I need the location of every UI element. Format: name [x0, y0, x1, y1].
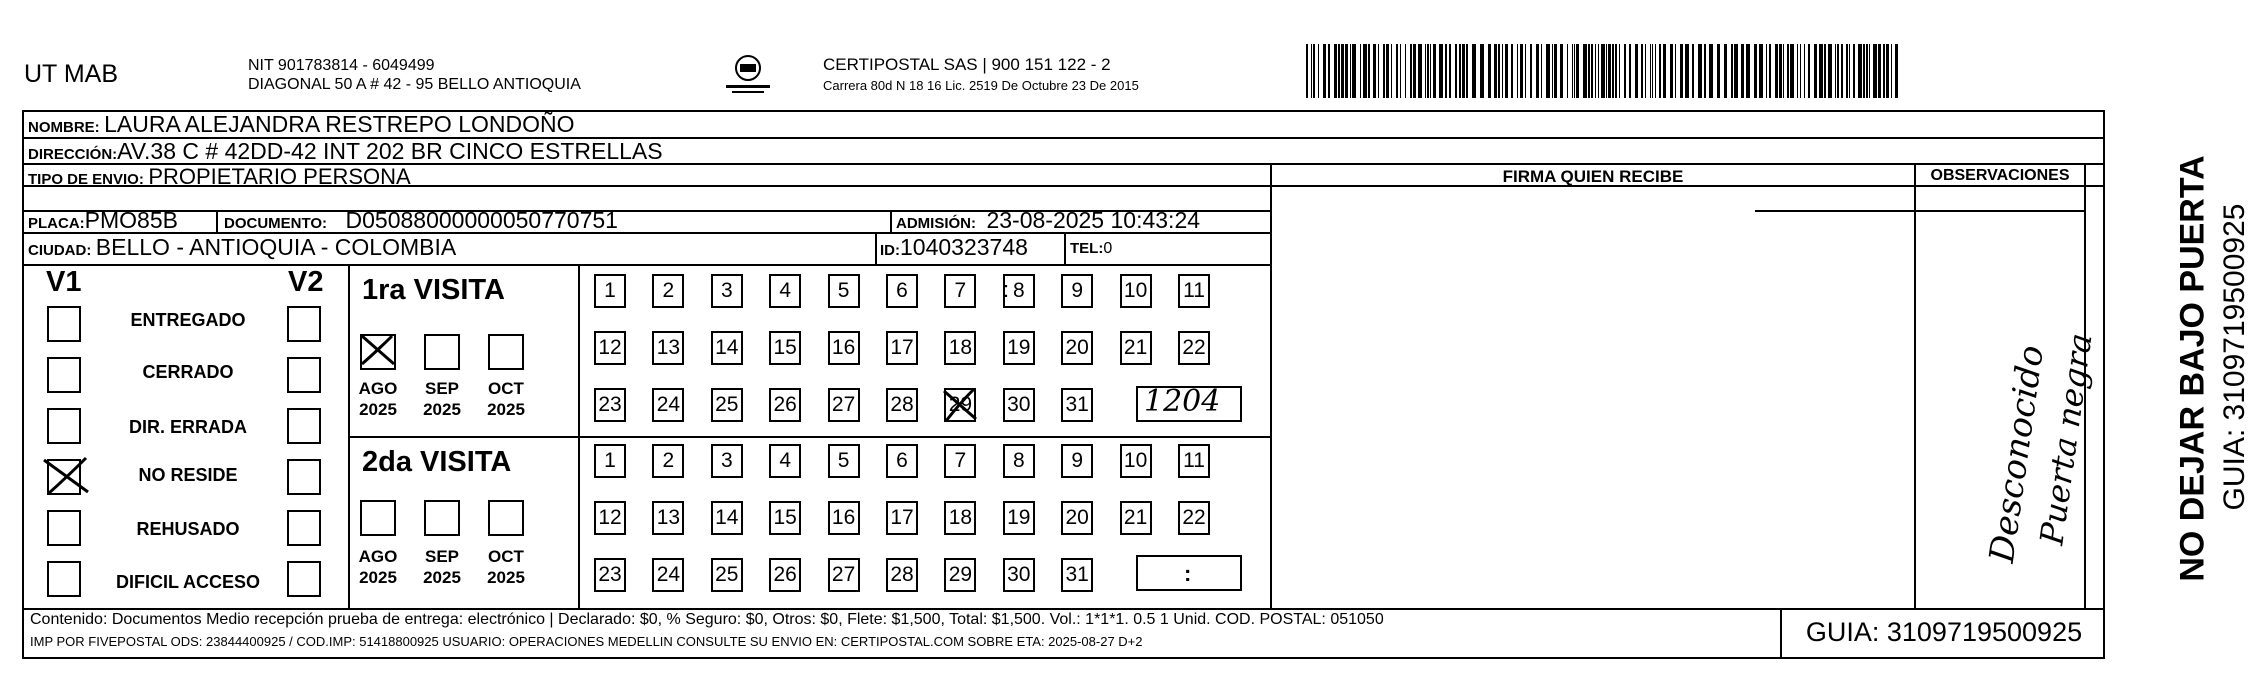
company-license: Carrera 80d N 18 16 Lic. 2519 De Octubre 23 De 2015	[823, 78, 1139, 93]
barcode-bar	[1574, 44, 1575, 98]
v2-checkbox-no-reside[interactable]	[287, 459, 321, 495]
barcode-bar	[1841, 44, 1843, 98]
v1-header: V1	[46, 266, 82, 298]
handwritten-x-ago	[356, 330, 400, 370]
barcode-bar	[1717, 44, 1720, 98]
barcode-bar	[1629, 44, 1631, 98]
barcode-bar	[1680, 44, 1683, 98]
address-row	[28, 138, 663, 165]
barcode-bar	[1754, 44, 1757, 98]
plate-row	[28, 207, 178, 234]
second-visit-day-27[interactable]: 27	[828, 558, 860, 592]
second-visit-day-14[interactable]: 14	[711, 501, 743, 535]
second-visit-month-sep-checkbox[interactable]	[424, 500, 460, 536]
second-visit-day-22[interactable]: 22	[1178, 501, 1210, 535]
barcode-bar	[1334, 44, 1337, 98]
handwritten-x-no-reside	[38, 452, 94, 498]
barcode-bar	[1520, 44, 1523, 98]
first-visit-day-20[interactable]: 20	[1061, 331, 1093, 365]
barcode-bar	[1536, 44, 1539, 98]
barcode-bar	[1866, 44, 1868, 98]
barcode-bar	[1608, 44, 1611, 98]
barcode-bar	[1624, 44, 1626, 98]
city-label: CIUDAD:	[28, 242, 92, 259]
barcode-bar	[1814, 44, 1817, 98]
barcode-bar	[1425, 44, 1426, 98]
barcode-bar	[1685, 44, 1689, 98]
barcode-bar	[1645, 44, 1646, 98]
option-label-cerrado: CERRADO	[142, 362, 234, 382]
second-visit-month-oct-checkbox[interactable]	[488, 500, 524, 536]
first-visit-month-oct-checkbox[interactable]	[488, 334, 524, 370]
barcode-bar	[1734, 44, 1738, 98]
footer-guia: GUIA: 3109719500925	[1805, 617, 2083, 647]
barcode-bar	[1869, 44, 1870, 98]
side-guia: GUIA: 3109719500925	[2218, 203, 2251, 511]
barcode-bar	[1455, 44, 1457, 98]
barcode-bar	[1400, 44, 1401, 98]
first-visit-day-2[interactable]: 2	[652, 274, 684, 308]
second-visit-day-5[interactable]: 5	[828, 444, 860, 478]
second-visit-day-9[interactable]: 9	[1061, 444, 1093, 478]
second-visit-day-20[interactable]: 20	[1061, 501, 1093, 535]
barcode-bar	[1641, 44, 1643, 98]
first-visit-day-17[interactable]: 17	[886, 331, 918, 365]
barcode-bar	[1311, 44, 1312, 98]
first-visit-day-11[interactable]: 11	[1178, 274, 1210, 308]
second-visit-day-6[interactable]: 6	[886, 444, 918, 478]
barcode-bar	[1659, 44, 1661, 98]
first-visit-time-separator: :	[1003, 277, 1010, 302]
barcode-bar	[1883, 44, 1885, 98]
shipping-type-label: TIPO DE ENVIO:	[28, 171, 144, 188]
barcode-bar	[1583, 44, 1587, 98]
barcode-bar	[1511, 44, 1513, 98]
first-visit-day-8[interactable]: 8	[1003, 274, 1035, 308]
barcode-bar	[1650, 44, 1651, 98]
v1-checkbox-dificil-acceso[interactable]	[47, 561, 81, 597]
barcode-bar	[1405, 44, 1406, 98]
address-label: DIRECCIÓN:	[28, 146, 118, 163]
barcode-bar	[1350, 44, 1351, 98]
sender-nit: NIT 901783814 - 6049499	[248, 57, 435, 74]
barcode-bar	[1530, 44, 1532, 98]
barcode-bar	[1863, 44, 1865, 98]
name-row	[28, 111, 574, 138]
first-visit-day-28[interactable]: 28	[886, 388, 918, 422]
barcode-bar	[1849, 44, 1850, 98]
second-visit-day-26[interactable]: 26	[769, 558, 801, 592]
first-visit-day-29-mark	[940, 385, 980, 425]
side-warning: NO DEJAR BAJO PUERTA	[2173, 155, 2212, 582]
barcode-bar	[1345, 44, 1348, 98]
second-visit-day-30[interactable]: 30	[1003, 558, 1035, 592]
second-visit-day-15[interactable]: 15	[769, 501, 801, 535]
barcode-bar	[1709, 44, 1713, 98]
barcode-bar	[1853, 44, 1855, 98]
barcode-bar	[1698, 44, 1702, 98]
document-row	[224, 207, 618, 234]
barcode-bar	[1418, 44, 1422, 98]
first-visit-month-ago: AGO 2025	[358, 379, 398, 419]
second-visit-day-28[interactable]: 28	[886, 558, 918, 592]
barcode-bar	[1746, 44, 1750, 98]
second-visit-day-25[interactable]: 25	[711, 558, 743, 592]
barcode-bar	[1769, 44, 1771, 98]
first-visit-day-29[interactable]: 29	[944, 388, 976, 422]
barcode-bar	[1439, 44, 1443, 98]
barcode-bar	[1837, 44, 1839, 98]
name-label: NOMBRE:	[28, 119, 100, 136]
first-visit-day-3[interactable]: 3	[711, 274, 743, 308]
barcode-bar	[1433, 44, 1436, 98]
first-visit-day-4[interactable]: 4	[769, 274, 801, 308]
barcode-bar	[1494, 44, 1497, 98]
signature-header: FIRMA QUIEN RECIBE	[1502, 167, 1684, 186]
second-visit-day-12[interactable]: 12	[594, 501, 626, 535]
barcode-bar	[1858, 44, 1862, 98]
second-visit-day-21[interactable]: 21	[1120, 501, 1152, 535]
plate-label: PLACA:	[28, 215, 85, 232]
barcode-bar	[1804, 44, 1805, 98]
first-visit-day-1[interactable]: 1	[594, 274, 626, 308]
barcode-bar	[1652, 44, 1653, 98]
barcode-bar	[1766, 44, 1767, 98]
second-visit-day-18[interactable]: 18	[944, 501, 976, 535]
first-visit-day-23[interactable]: 23	[594, 388, 626, 422]
barcode-bar	[1410, 44, 1412, 98]
company-logo	[722, 52, 774, 98]
barcode-bar	[1635, 44, 1638, 98]
option-label-no-reside: NO RESIDE	[138, 465, 238, 485]
barcode-bar	[1612, 44, 1614, 98]
barcode-bar	[1787, 44, 1789, 98]
observations-header: OBSERVACIONES	[1930, 167, 2070, 184]
id-row	[880, 234, 1028, 261]
barcode-bar	[1873, 44, 1877, 98]
second-visit-day-1[interactable]: 1	[594, 444, 626, 478]
first-visit-day-26[interactable]: 26	[769, 388, 801, 422]
v1-checkbox-rehusado[interactable]	[47, 510, 81, 546]
barcode-bar	[1488, 44, 1491, 98]
first-visit-time-box[interactable]	[1136, 386, 1242, 422]
second-visit-month-ago: AGO 2025	[358, 547, 398, 587]
barcode-bar	[1601, 44, 1605, 98]
v2-header: V2	[288, 266, 324, 298]
first-visit-day-27[interactable]: 27	[828, 388, 860, 422]
barcode-bar	[1759, 44, 1763, 98]
barcode-bar	[1619, 44, 1620, 98]
barcode-bar	[1517, 44, 1518, 98]
second-visit-day-16[interactable]: 16	[828, 501, 860, 535]
barcode-bar	[1466, 44, 1468, 98]
barcode-bar	[1386, 44, 1389, 98]
first-visit-day-12[interactable]: 12	[594, 331, 626, 365]
first-visit-day-13[interactable]: 13	[652, 331, 684, 365]
barcode-bar	[1413, 44, 1416, 98]
barcode-bar	[1480, 44, 1484, 98]
second-visit-day-10[interactable]: 10	[1120, 444, 1152, 478]
admission-label: ADMISIÓN:	[896, 215, 976, 232]
barcode-bar	[1731, 44, 1733, 98]
first-visit-day-22[interactable]: 22	[1178, 331, 1210, 365]
first-visit-day-5[interactable]: 5	[828, 274, 860, 308]
second-visit-time: :	[1184, 561, 1192, 586]
recipient-address: AV.38 C # 42DD-42 INT 202 BR CINCO ESTRELLAS	[117, 138, 663, 164]
barcode-bar	[1360, 44, 1361, 98]
barcode-bar	[1552, 44, 1553, 98]
first-visit-month-oct: OCT 2025	[487, 379, 525, 419]
barcode-bar	[1396, 44, 1398, 98]
barcode-bar	[1846, 44, 1848, 98]
barcode-bar	[1462, 44, 1465, 98]
barcode-bar	[1615, 44, 1617, 98]
first-visit-day-19[interactable]: 19	[1003, 331, 1035, 365]
first-visit-month-sep-checkbox[interactable]	[424, 334, 460, 370]
barcode-bar	[1323, 44, 1326, 98]
barcode-bar	[1819, 44, 1823, 98]
barcode-bar	[1591, 44, 1593, 98]
barcode-bar	[1675, 44, 1676, 98]
barcode-bar	[1835, 44, 1836, 98]
option-label-entregado: ENTREGADO	[130, 310, 246, 330]
v1-checkbox-entregado[interactable]	[47, 306, 81, 342]
barcode-bar	[1891, 44, 1892, 98]
first-visit-day-7[interactable]: 7	[944, 274, 976, 308]
second-visit-day-4[interactable]: 4	[769, 444, 801, 478]
v2-checkbox-rehusado[interactable]	[287, 510, 321, 546]
barcode-bar	[1546, 44, 1550, 98]
shipping-type-row	[28, 164, 411, 190]
second-visit-day-2[interactable]: 2	[652, 444, 684, 478]
sender-code: UT MAB	[24, 60, 118, 88]
barcode-bar	[1430, 44, 1431, 98]
tel-label: TEL:	[1070, 240, 1104, 257]
city-value: BELLO - ANTIOQUIA - COLOMBIA	[95, 234, 457, 260]
observation-handwriting-1: Desconocido	[1981, 342, 2053, 566]
barcode-bar	[1655, 44, 1656, 98]
admission-row	[896, 207, 1200, 234]
recipient-name: LAURA ALEJANDRA RESTREPO LONDOÑO	[104, 111, 575, 137]
barcode-bar	[1373, 44, 1376, 98]
v2-checkbox-cerrado[interactable]	[287, 357, 321, 393]
barcode-bar	[1541, 44, 1542, 98]
barcode-bar	[1797, 44, 1798, 98]
barcode-bar	[1704, 44, 1706, 98]
v2-checkbox-dir-errada[interactable]	[287, 408, 321, 444]
first-visit-day-25[interactable]: 25	[711, 388, 743, 422]
second-visit-day-11[interactable]: 11	[1178, 444, 1210, 478]
barcode-bar	[1505, 44, 1508, 98]
barcode-bar	[1663, 44, 1666, 98]
barcode-bar	[1449, 44, 1451, 98]
barcode-bar	[1595, 44, 1596, 98]
barcode-bar	[1391, 44, 1392, 98]
footer-print-line: IMP POR FIVEPOSTAL ODS: 23844400925 / COD.IMP: 51418800925 USUARIO: OPERACIONES MEDELLIN CONSULTE SU ENVIO EN: CERTIPOSTAL.COM SOBRE ETA: 2025-08-27 D+2	[30, 634, 1143, 649]
second-visit-day-23[interactable]: 23	[594, 558, 626, 592]
barcode-bar	[1567, 44, 1568, 98]
second-visit-day-8[interactable]: 8	[1003, 444, 1035, 478]
second-visit-day-19[interactable]: 19	[1003, 501, 1035, 535]
barcode-bar	[1427, 44, 1429, 98]
barcode-bar	[1824, 44, 1826, 98]
second-visit-day-29[interactable]: 29	[944, 558, 976, 592]
barcode-bar	[1313, 44, 1315, 98]
barcode-bar	[1670, 44, 1673, 98]
barcode-bar	[1459, 44, 1461, 98]
barcode-bar	[1318, 44, 1319, 98]
first-visit-time: 1204	[1144, 384, 1221, 419]
company-name: CERTIPOSTAL SAS | 900 151 122 - 2	[823, 55, 1111, 74]
second-visit-month-sep: SEP 2025	[423, 547, 461, 587]
v1-checkbox-dir-errada[interactable]	[47, 408, 81, 444]
barcode-bar	[1502, 44, 1503, 98]
barcode-bar	[1306, 44, 1308, 98]
tel-value: 0	[1103, 240, 1113, 257]
v2-checkbox-dificil-acceso[interactable]	[287, 561, 321, 597]
option-label-dir-errada: DIR. ERRADA	[128, 417, 247, 437]
barcode-bar	[1576, 44, 1579, 98]
barcode-bar	[1588, 44, 1590, 98]
barcode-bar	[1560, 44, 1563, 98]
observation-handwriting-2: Puerta negra	[2032, 330, 2100, 548]
plate-value: PMO85B	[84, 207, 178, 233]
barcode-bar	[1790, 44, 1794, 98]
admission-value: 23-08-2025 10:43:24	[986, 207, 1201, 233]
barcode-bar	[1878, 44, 1881, 98]
second-visit-time-box[interactable]	[1136, 555, 1242, 591]
first-visit-day-16[interactable]: 16	[828, 331, 860, 365]
barcode-bar	[1368, 44, 1370, 98]
barcode-bar	[1779, 44, 1782, 98]
tel-row	[1070, 240, 1112, 258]
barcode-bar	[1554, 44, 1557, 98]
first-visit-day-15[interactable]: 15	[769, 331, 801, 365]
first-visit-day-18[interactable]: 18	[944, 331, 976, 365]
barcode-bar	[1828, 44, 1832, 98]
v2-checkbox-entregado[interactable]	[287, 306, 321, 342]
sender-address: DIAGONAL 50 A # 42 - 95 BELLO ANTIOQUIA	[248, 76, 581, 93]
barcode-bar	[1598, 44, 1599, 98]
barcode-bar	[1378, 44, 1379, 98]
first-visit-day-31[interactable]: 31	[1061, 388, 1093, 422]
barcode-bar	[1775, 44, 1778, 98]
barcode-bar	[1341, 44, 1344, 98]
first-visit-title: 1ra VISITA	[362, 274, 505, 306]
id-label: ID:	[880, 242, 900, 259]
barcode-bar	[1363, 44, 1367, 98]
first-visit-day-24[interactable]: 24	[652, 388, 684, 422]
shipping-type: PROPIETARIO PERSONA	[148, 164, 411, 189]
second-visit-day-31[interactable]: 31	[1061, 558, 1093, 592]
barcode-bar	[1724, 44, 1727, 98]
first-visit-day-21[interactable]: 21	[1120, 331, 1152, 365]
first-visit-month-sep: SEP 2025	[423, 379, 461, 419]
document-value: D05088000000050770751	[345, 207, 618, 233]
barcode-bar	[1783, 44, 1784, 98]
barcode-bar	[1572, 44, 1573, 98]
second-visit-day-7[interactable]: 7	[944, 444, 976, 478]
barcode-bar	[1328, 44, 1330, 98]
barcode-bar	[1886, 44, 1889, 98]
barcode-bar	[1800, 44, 1801, 98]
city-row	[28, 234, 456, 261]
second-visit-day-24[interactable]: 24	[652, 558, 684, 592]
first-visit-day-10[interactable]: 10	[1120, 274, 1152, 308]
barcode-bar	[1498, 44, 1500, 98]
barcode-bar	[1472, 44, 1476, 98]
barcode-bar	[1692, 44, 1694, 98]
second-visit-month-oct: OCT 2025	[487, 547, 525, 587]
first-visit-day-6[interactable]: 6	[886, 274, 918, 308]
v1-checkbox-cerrado[interactable]	[47, 357, 81, 393]
barcode-bar	[1808, 44, 1810, 98]
first-visit-day-9[interactable]: 9	[1061, 274, 1093, 308]
second-visit-month-ago-checkbox[interactable]	[360, 500, 396, 536]
first-visit-day-30[interactable]: 30	[1003, 388, 1035, 422]
first-visit-day-14[interactable]: 14	[711, 331, 743, 365]
barcode-bar	[1895, 44, 1898, 98]
barcode-bar	[1606, 44, 1607, 98]
option-label-rehusado: REHUSADO	[136, 519, 240, 539]
barcode-bar	[1525, 44, 1526, 98]
barcode-bar	[1741, 44, 1744, 98]
option-label-dificil-acceso: DIFICIL ACCESO	[115, 572, 260, 592]
second-visit-day-3[interactable]: 3	[711, 444, 743, 478]
barcode-bar	[1383, 44, 1385, 98]
barcode-bar	[1338, 44, 1340, 98]
barcode	[1306, 44, 1898, 98]
barcode-bar	[1445, 44, 1447, 98]
barcode-bar	[1352, 44, 1356, 98]
second-visit-day-17[interactable]: 17	[886, 501, 918, 535]
id-value: 1040323748	[900, 234, 1028, 260]
document-label: DOCUMENTO:	[224, 215, 328, 232]
second-visit-day-13[interactable]: 13	[652, 501, 684, 535]
second-visit-title: 2da VISITA	[362, 446, 512, 478]
footer-content-line: Contenido: Documentos Medio recepción prueba de entrega: electrónico | Declarado: $0, % Seguro: $0, Otros: $0, Flete: $1,500, Total: $1,500. Vol.: 1*1*1. 0.5 1 Unid. COD. POSTAL: 051050	[30, 611, 1384, 628]
